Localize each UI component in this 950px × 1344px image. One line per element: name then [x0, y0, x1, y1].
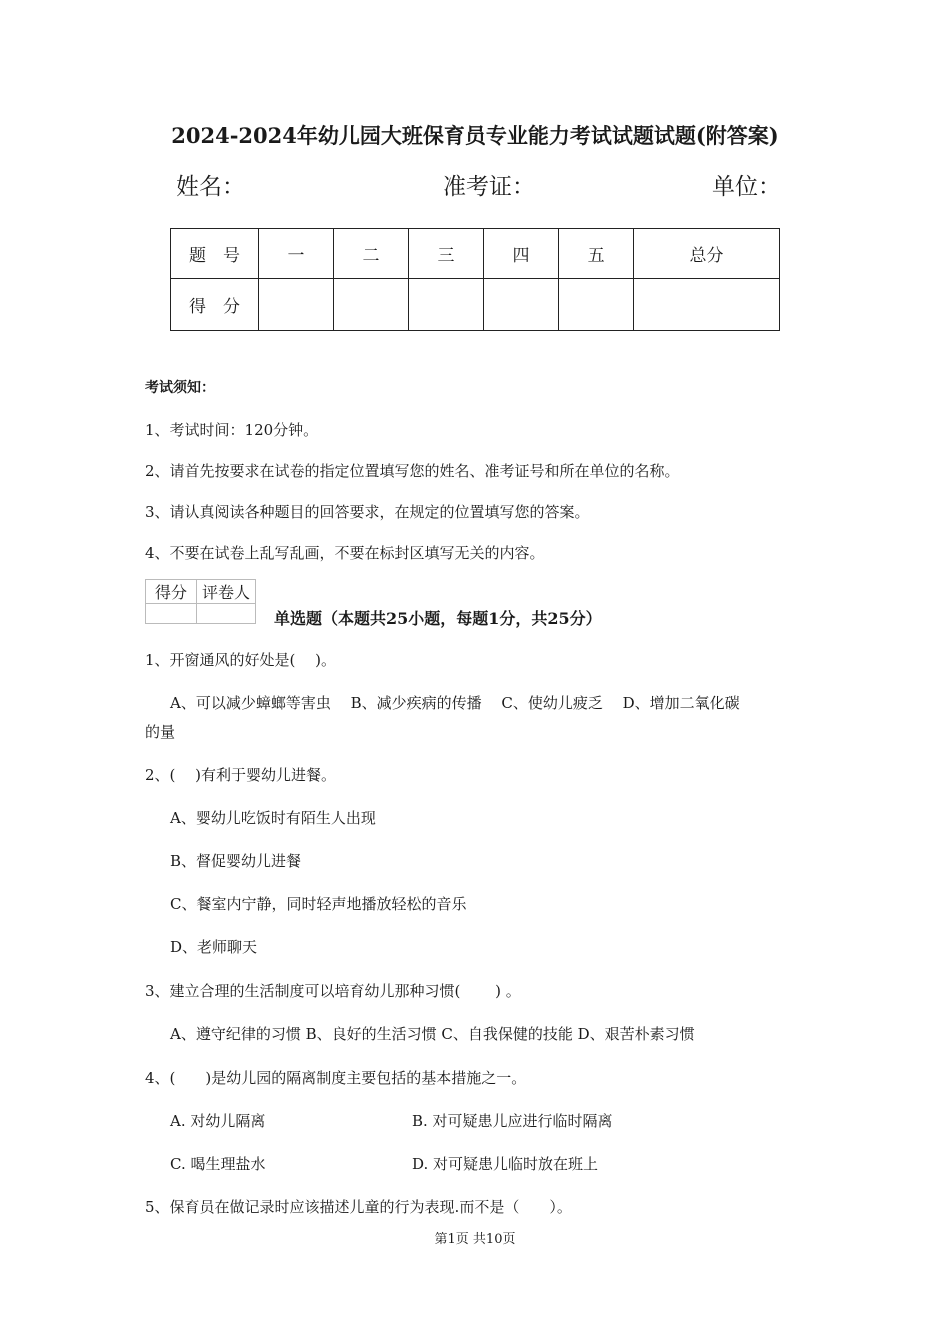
grader-name-cell[interactable]: [197, 604, 256, 624]
question-2: 2、( )有利于婴幼儿进餐。: [145, 766, 337, 784]
score-cell[interactable]: [484, 279, 559, 331]
question-5: 5、保育员在做记录时应该描述儿童的行为表现.而不是（ ）。: [145, 1198, 572, 1216]
score-table-header-cell: 一: [259, 229, 334, 279]
unit-field-label: 单位：: [712, 174, 781, 200]
grader-table: [145, 579, 256, 624]
page-footer: 第1页 共10页: [434, 1232, 516, 1247]
score-table-header-cell: 总分: [634, 229, 780, 279]
score-table-header-cell: 四: [484, 229, 559, 279]
question-3: 3、建立合理的生活制度可以培育幼儿那种习惯( ) 。: [145, 982, 521, 1000]
notice-item: 4、不要在试卷上乱写乱画，不要在标封区填写无关的内容。: [145, 544, 545, 562]
score-cell[interactable]: [409, 279, 484, 331]
question-4-option-d: D. 对可疑患儿临时放在班上: [412, 1155, 599, 1173]
question-1-options-cont: 的量: [145, 723, 176, 741]
grader-score-cell[interactable]: [146, 604, 197, 624]
score-cell[interactable]: [559, 279, 634, 331]
notice-heading: 考试须知：: [145, 380, 215, 396]
question-1-options: A、可以减少蟑螂等害虫 B、减少疾病的传播 C、使幼儿疲乏 D、增加二氧化碳: [170, 694, 740, 712]
question-2-option-d: D、老师聊天: [170, 938, 258, 956]
notice-item: 1、考试时间：120分钟。: [145, 421, 319, 439]
question-2-option-b: B、督促婴幼儿进餐: [170, 852, 302, 870]
question-4-option-a: A. 对幼儿隔离: [170, 1112, 266, 1130]
score-table-header-row: [171, 229, 780, 279]
score-table-header-cell: 二: [334, 229, 409, 279]
question-4: 4、( )是幼儿园的隔离制度主要包括的基本措施之一。: [145, 1069, 527, 1087]
score-table-header-cell: 三: [409, 229, 484, 279]
score-table-header-cell: 题 号: [171, 229, 259, 279]
document-title: 2024-2024年幼儿园大班保育员专业能力考试试题试题(附答案): [171, 123, 779, 148]
section-title: 单选题（本题共25小题，每题1分，共25分）: [274, 609, 602, 628]
score-cell[interactable]: [334, 279, 409, 331]
question-2-option-c: C、餐室内宁静，同时轻声地播放轻松的音乐: [170, 895, 467, 913]
score-table: [170, 228, 780, 331]
score-cell[interactable]: [634, 279, 780, 331]
name-field-label: 姓名：: [176, 174, 245, 200]
score-table-score-row: [171, 279, 780, 331]
question-4-option-c: C. 喝生理盐水: [170, 1155, 266, 1173]
question-1: 1、开窗通风的好处是( )。: [145, 651, 337, 669]
exam-id-field-label: 准考证：: [443, 174, 535, 200]
grader-label: 评卷人: [197, 580, 256, 604]
score-table-header-cell: 五: [559, 229, 634, 279]
question-4-option-b: B. 对可疑患儿应进行临时隔离: [412, 1112, 613, 1130]
score-row-label: 得 分: [171, 279, 259, 331]
notice-item: 2、请首先按要求在试卷的指定位置填写您的姓名、准考证号和所在单位的名称。: [145, 462, 680, 480]
notice-item: 3、请认真阅读各种题目的回答要求，在规定的位置填写您的答案。: [145, 503, 590, 521]
question-3-options: A、遵守纪律的习惯 B、良好的生活习惯 C、自我保健的技能 D、艰苦朴素习惯: [170, 1025, 695, 1043]
grader-score-label: 得分: [146, 580, 197, 604]
score-cell[interactable]: [259, 279, 334, 331]
question-2-option-a: A、婴幼儿吃饭时有陌生人出现: [170, 809, 376, 827]
